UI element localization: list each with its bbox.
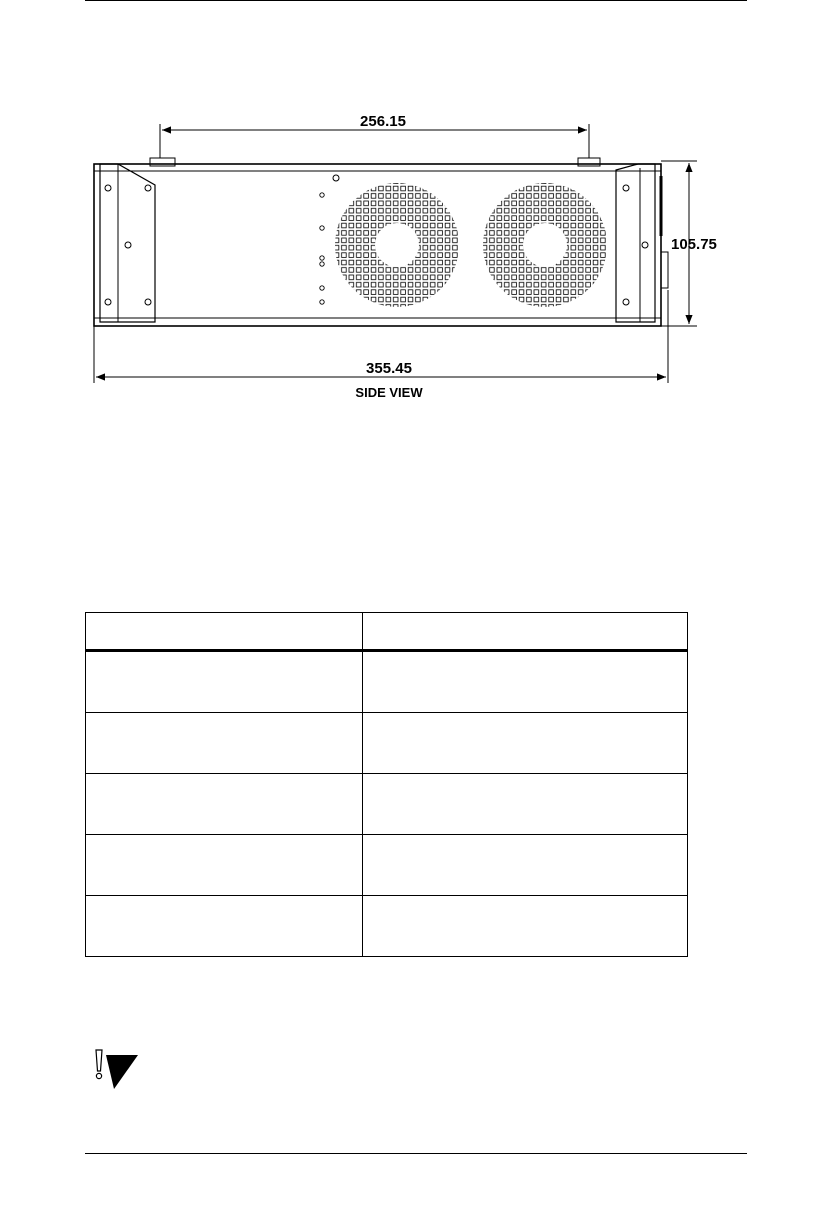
table-cell: [363, 713, 688, 774]
table-row: [86, 651, 688, 713]
table-cell: [363, 651, 688, 713]
fan-grille-left: [335, 183, 459, 307]
table-row: [86, 774, 688, 835]
table-cell: [363, 774, 688, 835]
table-cell: [86, 774, 363, 835]
side-view-drawing: [0, 0, 834, 420]
footer-rule: [85, 1153, 747, 1154]
caution-icon: [88, 1047, 140, 1091]
small-holes: [320, 193, 324, 304]
fan-grille-right: [483, 183, 607, 307]
table-row: [86, 713, 688, 774]
table-header-cell: [363, 613, 688, 651]
table-header-cell: [86, 613, 363, 651]
dimension-bottom-label: 355.45: [366, 360, 412, 377]
table-row: [86, 896, 688, 957]
table-header-row: [86, 613, 688, 651]
table-cell: [363, 896, 688, 957]
table-cell: [363, 835, 688, 896]
drawing-caption: SIDE VIEW: [355, 385, 423, 400]
table-row: [86, 835, 688, 896]
table-cell: [86, 713, 363, 774]
table-cell: [86, 835, 363, 896]
dimension-top-label: 256.15: [360, 113, 406, 130]
dimension-right-label: 105.75: [671, 236, 717, 253]
spec-table: [85, 612, 688, 957]
table-cell: [86, 896, 363, 957]
table-cell: [86, 651, 363, 713]
